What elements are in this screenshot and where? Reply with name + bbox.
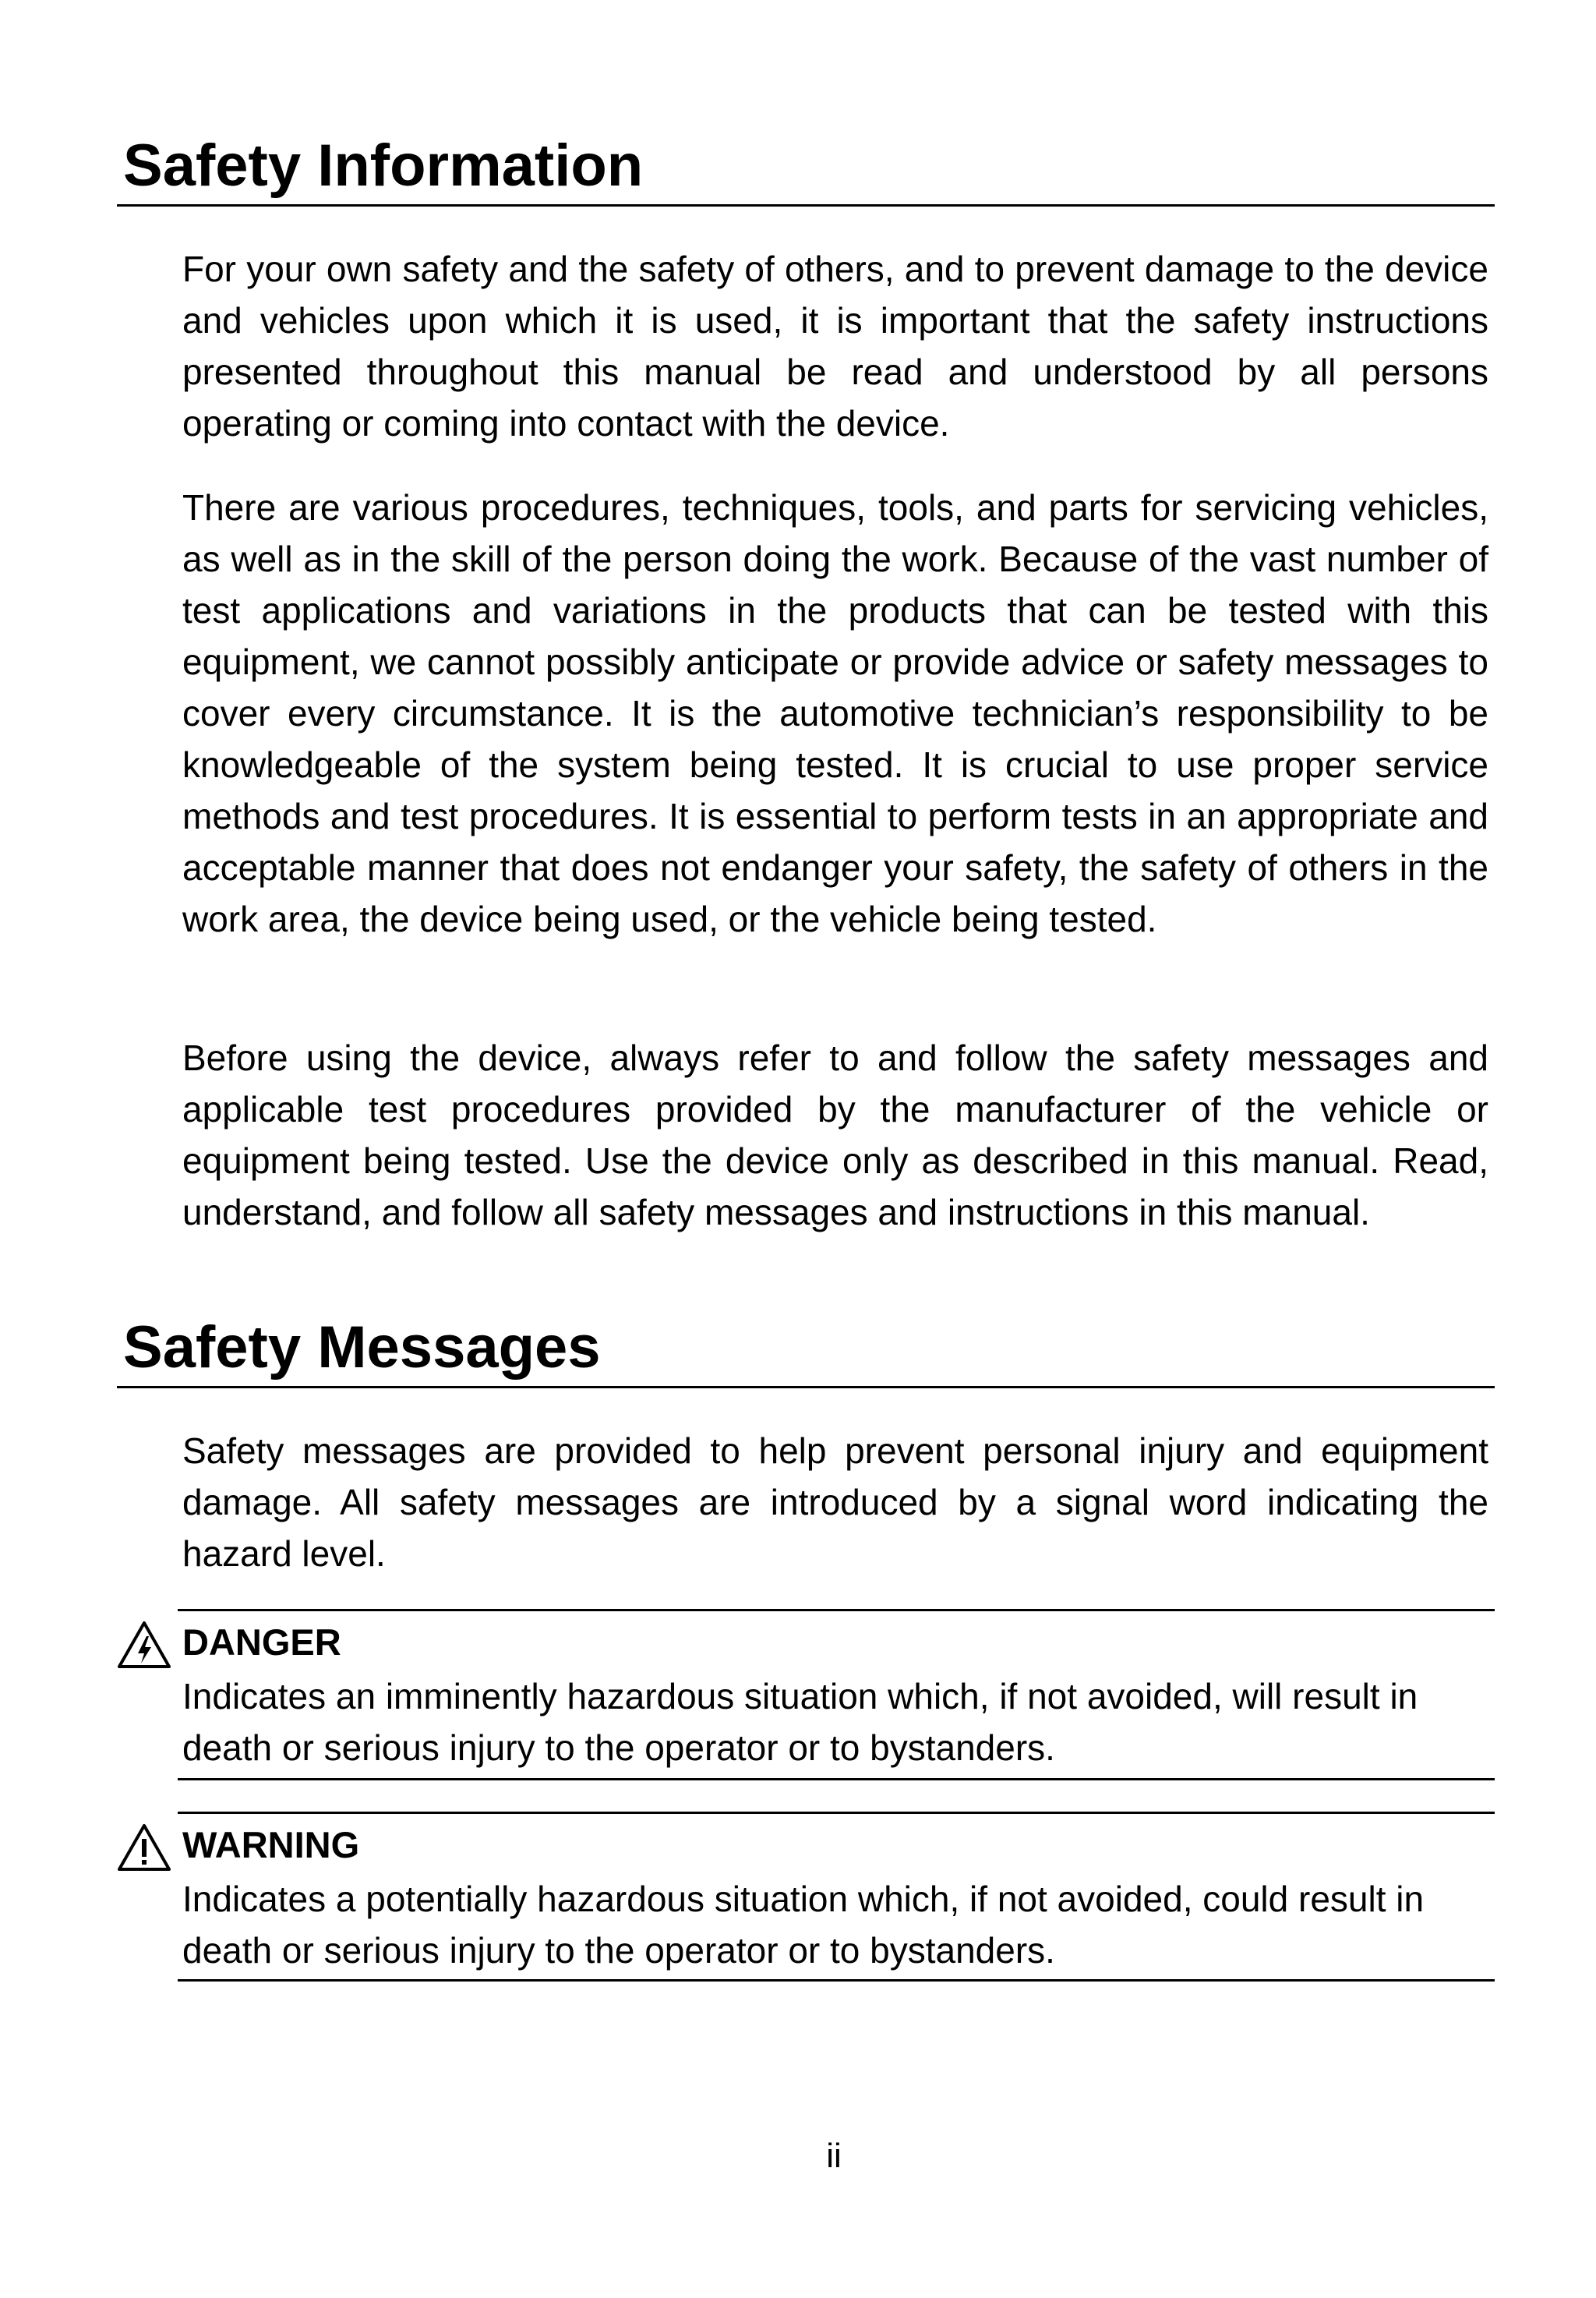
safety-messages-title: Safety Messages: [123, 1314, 601, 1381]
safety-information-title: Safety Information: [123, 133, 644, 199]
warning-description: Indicates a potentially hazardous situation which, if not avoided, could result in death or serious injury to the operator or to bystanders.: [182, 1879, 1425, 1971]
danger-signal-word: DANGER: [182, 1621, 341, 1663]
safety-messages-heading: [117, 1313, 1495, 1388]
intro-paragraph: For your own safety and the safety of others, and to prevent damage to the device and vehicles upon which it is used, it is important that the safety instructions presented throughout this manual be read and understood by all persons operating or coming into contact with the device.: [182, 249, 1488, 444]
danger-notice: [178, 1609, 1495, 1780]
warning-signal-word: WARNING: [182, 1824, 360, 1865]
warning-notice: [178, 1812, 1495, 1982]
safety-information-heading: [117, 131, 1495, 207]
high-voltage-warning-icon: [117, 1621, 171, 1669]
before-using-paragraph: Before using the device, always refer to and follow the safety messages and applicable test procedures provided by the manufacturer of the vehicle or equipment being tested. Use the device only as described in this manual. Read, understand, and follow all safety messages and instructions in this manual.: [182, 1038, 1488, 1232]
danger-description: Indicates an imminently hazardous situation which, if not avoided, will result in death or serious injury to the operator or to bystanders.: [182, 1676, 1418, 1768]
exclamation-warning-icon: [117, 1823, 171, 1872]
page-number: ii: [826, 2137, 842, 2175]
procedures-paragraph: There are various procedures, techniques, tools, and parts for servicing vehicles, as well as in the skill of the person doing the work. Because of the vast number of test applications and variations in the products that can be tested with this equipment, we cannot possibly anticipate or provide advice or safety messages to cover every circumstance. It is the automotive technician’s responsibility to be knowledgeable of the system being tested. It is crucial to use proper service methods and test procedures. It is essential to perform tests in an appropriate and acceptable manner that does not endanger your safety, the safety of others in the work area, the device being used, or the vehicle being tested.: [182, 487, 1488, 939]
safety-messages-intro: Safety messages are provided to help prevent personal injury and equipment damage. All safety messages are introduced by a signal word indicating the hazard level.: [182, 1430, 1488, 1574]
